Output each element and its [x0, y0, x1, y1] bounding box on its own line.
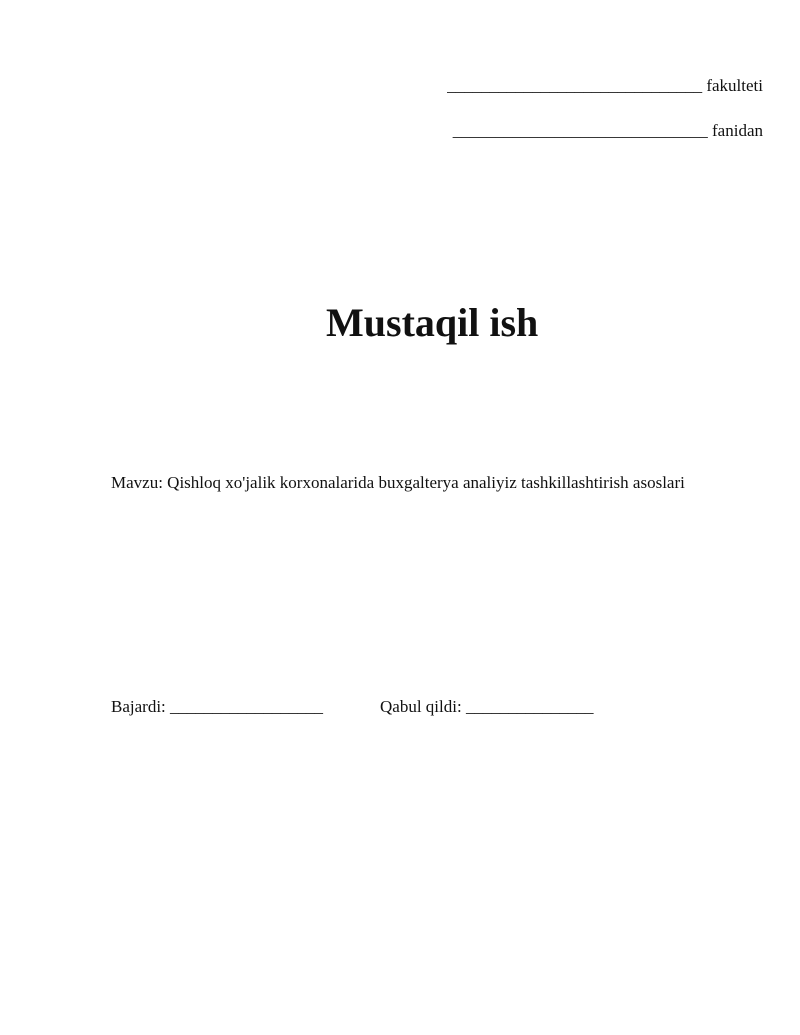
accepted-by-line: Qabul qildi: _______________ — [380, 697, 594, 716]
faculty-line: ______________________________ fakulteti — [447, 76, 763, 95]
document-title: Mustaqil ish — [326, 300, 539, 345]
completed-by-line: Bajardi: __________________ — [111, 697, 324, 716]
subject-line: ______________________________ fanidan — [452, 121, 763, 140]
topic-line: Mavzu: Qishloq xo'jalik korxonalarida buxgalterya analiyiz tashkillashtirish asoslari — [111, 473, 685, 492]
